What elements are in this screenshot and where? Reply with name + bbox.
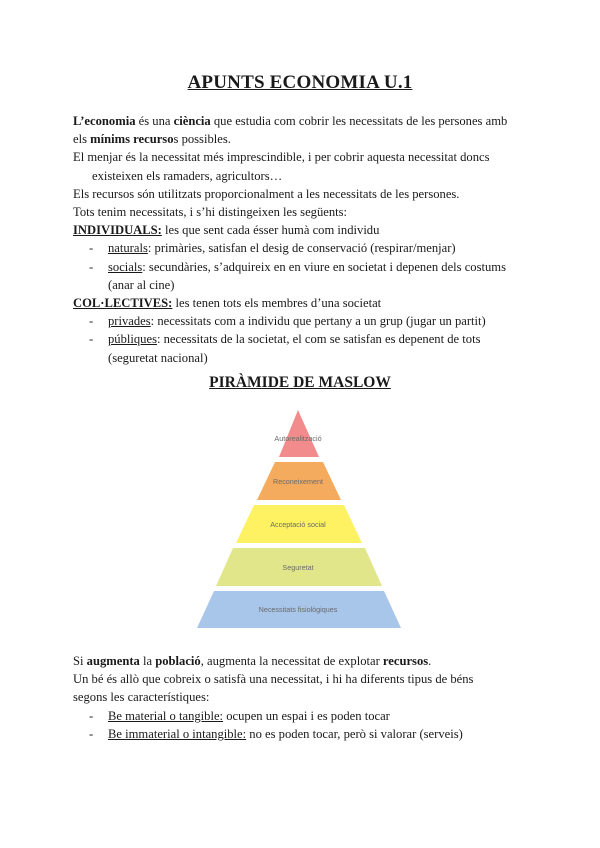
term-ciencia: ciència: [173, 114, 211, 128]
pyramid-label-4: Seguretat: [282, 563, 314, 572]
individuals-label: INDIVIDUALS:: [73, 223, 162, 238]
list-item: [73, 707, 533, 725]
intro-line-4: existeixen els ramaders, agricultors…: [92, 168, 283, 183]
text-fragment: (seguretat nacional): [108, 350, 208, 365]
term-augmenta: augmenta: [86, 654, 140, 668]
text-fragment: les que sent cada ésser humà com individu: [161, 223, 380, 238]
text-fragment: Si: [73, 654, 87, 668]
outro-section: [73, 652, 533, 743]
pyramid-label-3: Acceptació social: [270, 520, 326, 529]
text-fragment: : necessitats de la societat, el com se satisfan es depenent de tots: [156, 332, 481, 347]
list-term: privades: [108, 314, 151, 329]
dash-bullet: -: [89, 259, 94, 274]
list-term: socials: [108, 259, 143, 274]
text-fragment: (anar al cine): [108, 277, 175, 292]
text-fragment: : secundàries, s’adquireix en en viure en societat i depenen dels costums: [142, 259, 506, 274]
term-minims-recursos: mínims recurso: [90, 132, 174, 147]
term-poblacio: població: [155, 654, 201, 668]
pyramid-label-2: Reconeixement: [273, 477, 323, 486]
text-fragment: els: [73, 132, 91, 147]
pyramid-label-5: Necessitats fisiològiques: [258, 605, 338, 614]
text-fragment: ocupen un espai i es poden tocar: [223, 708, 390, 723]
dash-bullet: -: [89, 241, 94, 256]
page-title: APUNTS ECONOMIA U.1: [187, 72, 413, 93]
text-fragment: .: [428, 654, 432, 668]
text-fragment: s possibles.: [173, 132, 231, 147]
text-fragment: les tenen tots els membres d’una societat: [172, 296, 382, 311]
list-term: naturals: [108, 241, 148, 256]
text-fragment: que estudia com cobrir les necessitats de les persones amb: [210, 114, 508, 128]
maslow-title: PIRÀMIDE DE MASLOW: [209, 374, 391, 391]
text-fragment: : necessitats com a individu que pertany a un grup (jugar un partit): [150, 314, 486, 329]
dash-bullet: -: [89, 314, 94, 329]
term-economia: L’economia: [73, 114, 136, 128]
outro-line-3: segons les característiques:: [73, 690, 210, 705]
outro-line-2: Un bé és allò que cobreix o satisfà una necessitat, i hi ha diferents tipus de béns: [73, 672, 474, 687]
intro-line-5: Els recursos són utilitzats proporcionalment a les necessitats de les persones.: [73, 186, 460, 201]
text-fragment: és una: [135, 114, 174, 128]
term-recursos: recursos: [382, 654, 429, 668]
dash-bullet: -: [89, 708, 94, 723]
dash-bullet: -: [89, 726, 94, 741]
text-fragment: la: [139, 654, 156, 668]
list-term: Be material o tangible:: [108, 708, 224, 723]
intro-line-6: Tots tenim necessitats, i s’hi distingeixen les següents:: [73, 205, 348, 220]
list-term: Be immaterial o intangible:: [108, 726, 247, 741]
pyramid-label-1: Autorealització: [274, 434, 322, 443]
text-fragment: no es poden tocar, però si valorar (serveis): [246, 726, 463, 741]
text-fragment: , augmenta la necessitat de explotar: [200, 654, 383, 668]
list-term: públiques: [108, 332, 157, 347]
text-fragment: : primàries, satisfan el desig de conservació (respirar/menjar): [147, 241, 456, 256]
collectives-label: COL·LECTIVES:: [73, 296, 173, 311]
outro-line-1: [73, 652, 533, 670]
dash-bullet: -: [89, 332, 94, 347]
list-item: [73, 725, 533, 743]
intro-line-3: El menjar és la necessitat més imprescindible, i per cobrir aquesta necessitat doncs: [73, 150, 490, 165]
